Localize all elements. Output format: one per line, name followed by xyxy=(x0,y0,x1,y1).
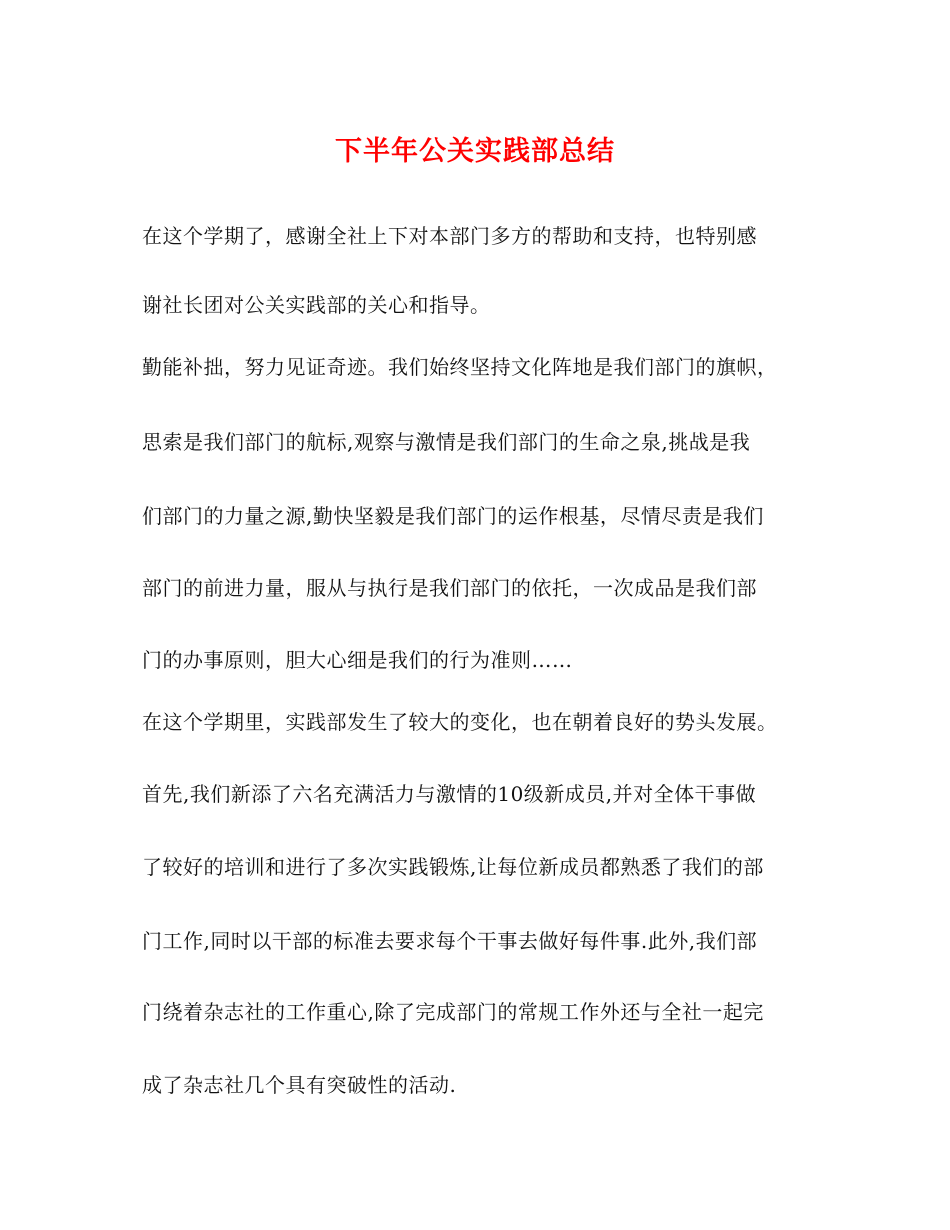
document-title: 下半年公关实践部总结 xyxy=(335,136,615,167)
paragraph-line: 门工作,同时以干部的标准去要求每个干事去做好每件事.此外,我们部 xyxy=(142,929,758,953)
paragraph-line: 门绕着杂志社的工作重心,除了完成部门的常规工作外还与全社一起完 xyxy=(142,1000,764,1024)
paragraph-line: 勤能补拙，努力见证奇迹。我们始终坚持文化阵地是我们部门的旗帜， xyxy=(142,355,778,379)
paragraph-line: 思索是我们部门的航标,观察与激情是我们部门的生命之泉,挑战是我 xyxy=(142,430,751,454)
paragraph-line: 们部门的力量之源,勤快坚毅是我们部门的运作根基，尽情尽责是我们 xyxy=(142,504,764,528)
paragraph-line: 部门的前进力量，服从与执行是我们部门的依托，一次成品是我们部 xyxy=(142,576,757,600)
paragraph-line: 在这个学期了，感谢全社上下对本部门多方的帮助和支持，也特别感 xyxy=(142,224,757,248)
paragraph-line: 成了杂志社几个具有突破性的活动. xyxy=(142,1073,457,1097)
paragraph-line: 首先,我们新添了六名充满活力与激情的10级新成员,并对全体干事做 xyxy=(142,782,757,806)
paragraph-line: 谢社长团对公关实践部的关心和指导。 xyxy=(142,293,491,317)
paragraph-line: 在这个学期里，实践部发生了较大的变化，也在朝着良好的势头发展。 xyxy=(142,710,778,734)
paragraph-line: 门的办事原则，胆大心细是我们的行为准则…… xyxy=(142,648,573,672)
paragraph-line: 了较好的培训和进行了多次实践锻炼,让每位新成员都熟悉了我们的部 xyxy=(142,855,764,879)
